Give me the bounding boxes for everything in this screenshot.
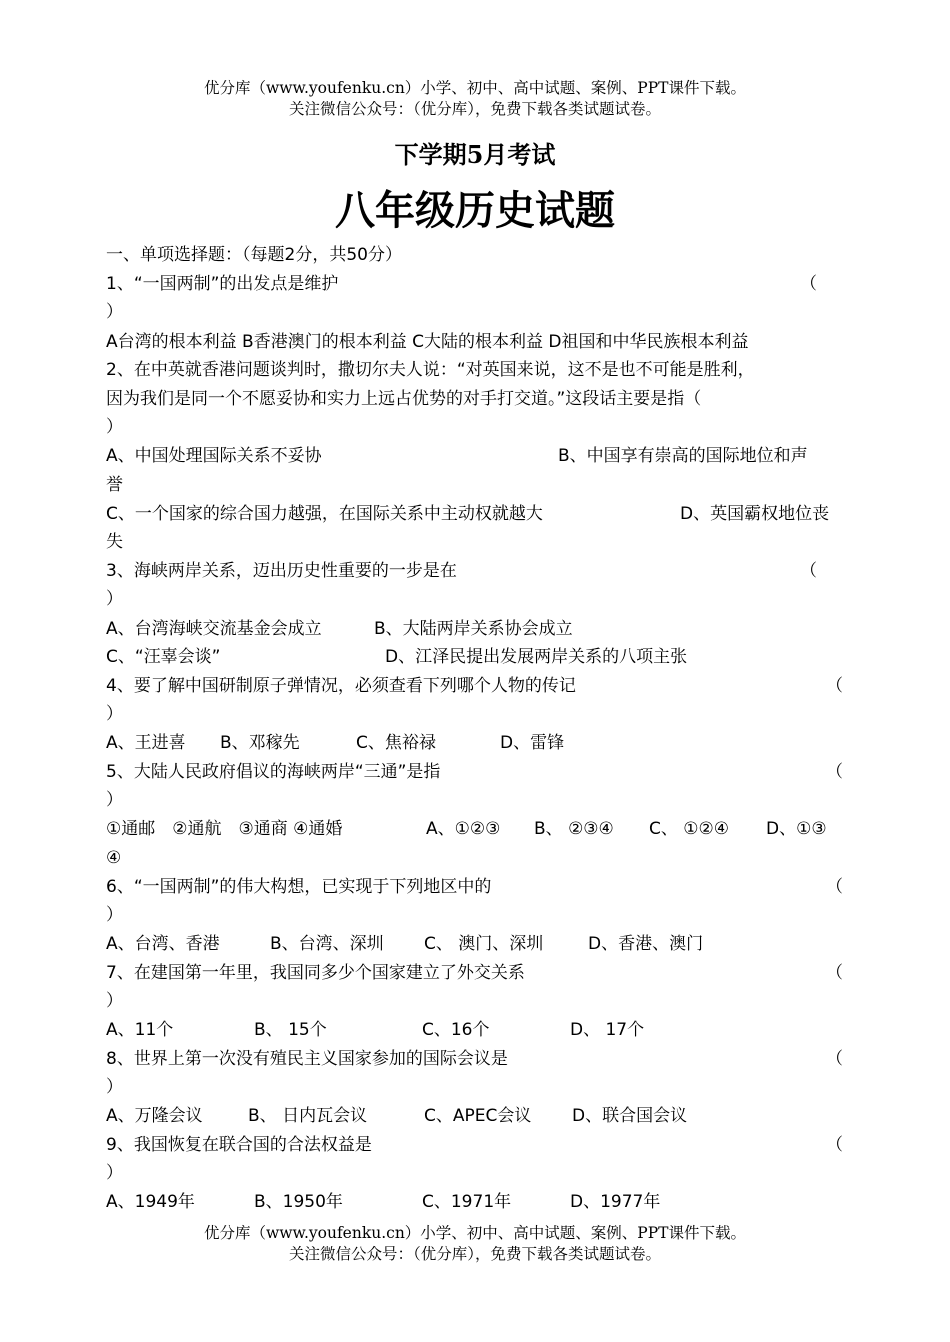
question-3-options-row-1: [106, 615, 848, 644]
question-6-options: [106, 930, 848, 959]
option-d: D、香港、澳门: [588, 934, 704, 954]
header-line-2: 关注微信公众号：（优分库），免费下载各类试题试卷。: [288, 100, 661, 118]
option-a: A、台湾海峡交流基金会成立: [106, 619, 322, 639]
question-2-option-d-wrap: 失: [106, 532, 123, 552]
question-stem-text: 4、要了解中国研制原子弹情况，必须查看下列哪个人物的传记: [106, 676, 576, 696]
option-a: A、台湾、香港: [106, 934, 220, 954]
answer-paren-close-line: [106, 298, 848, 327]
option-d: D、联合国会议: [572, 1106, 688, 1126]
answer-paren-close: ）: [106, 991, 123, 1011]
question-8-options: [106, 1102, 848, 1131]
option-b: B、台湾、深圳: [270, 934, 384, 954]
question-5-options: [106, 815, 848, 844]
section-heading: 一、单项选择题：（每题2分，共50分）: [106, 245, 402, 265]
option-c: C、1971年: [422, 1192, 512, 1212]
question-stem-text: 1、“一国两制”的出发点是维护: [106, 274, 339, 294]
question-2-stem-line-2: 因为我们是同一个不愿妥协和实力上远占优势的对手打交道。”这段话主要是指（: [106, 389, 702, 409]
footer-line-1: 优分库（www.youfenku.cn）小学、初中、高中试题、案例、PPT课件下载。: [203, 1224, 747, 1242]
answer-paren-close: ）: [106, 589, 123, 609]
question-1-stem: [106, 270, 848, 299]
question-3-options-row-2: [106, 643, 848, 672]
option-b: B、大陆两岸关系协会成立: [374, 619, 573, 639]
answer-paren-open: （: [800, 274, 817, 294]
question-2-option-b-wrap: 誉: [106, 475, 123, 495]
option-a: A、1949年: [106, 1192, 195, 1212]
answer-paren-close-line: [106, 786, 848, 815]
question-9-options: [106, 1188, 848, 1217]
answer-paren-close: ）: [106, 704, 123, 724]
option-b: B、 日内瓦会议: [248, 1106, 368, 1126]
answer-paren-close-line: [106, 1073, 848, 1102]
answer-paren-open: （: [826, 762, 843, 782]
question-stem-text: 3、海峡两岸关系，迈出历史性重要的一步是在: [106, 561, 457, 581]
option-c: C、16个: [422, 1020, 490, 1040]
question-5-items: ①通邮 ②通航 ③通商 ④通婚: [106, 819, 343, 839]
question-5-stem: [106, 758, 848, 787]
answer-paren-close-line: [106, 901, 848, 930]
answer-paren-open: （: [826, 1049, 843, 1069]
question-3-stem: [106, 557, 848, 586]
answer-paren-close: ）: [106, 1077, 123, 1097]
question-stem-text: 5、大陆人民政府倡议的海峡两岸“三通”是指: [106, 762, 441, 782]
question-9-stem: [106, 1131, 848, 1160]
answer-paren-close-line: [106, 700, 848, 729]
option-d: D、 17个: [570, 1020, 645, 1040]
answer-paren-open: （: [826, 877, 843, 897]
footer-line-2: 关注微信公众号：（优分库），免费下载各类试题试卷。: [288, 1245, 661, 1263]
option-b: B、 ②③④: [534, 819, 614, 839]
option-d: D、1977年: [570, 1192, 661, 1212]
option-b: B、邓稼先: [220, 733, 300, 753]
question-2-options-row-2: [106, 500, 848, 529]
option-d: D、雷锋: [500, 733, 565, 753]
question-stem-text: 9、我国恢复在联合国的合法权益是: [106, 1135, 372, 1155]
answer-paren-open: （: [800, 561, 817, 581]
answer-paren-close: ）: [106, 905, 123, 925]
option-c: C、一个国家的综合国力越强，在国际关系中主动权就越大: [106, 504, 543, 524]
question-7-stem: [106, 959, 848, 988]
option-b: B、1950年: [254, 1192, 343, 1212]
answer-paren-close-line: [106, 987, 848, 1016]
answer-paren-open: （: [826, 676, 843, 696]
option-a: A、万隆会议: [106, 1106, 203, 1126]
question-2-stem-line-1: 2、在中英就香港问题谈判时，撒切尔夫人说：“对英国来说，这不是也不可能是胜利，: [106, 360, 755, 380]
answer-paren-open: （: [826, 963, 843, 983]
question-stem-text: 8、世界上第一次没有殖民主义国家参加的国际会议是: [106, 1049, 508, 1069]
option-a: A、①②③: [426, 819, 501, 839]
option-a: A、中国处理国际关系不妥协: [106, 446, 322, 466]
answer-paren-close: ）: [106, 302, 123, 322]
option-d: D、英国霸权地位丧: [680, 504, 830, 524]
option-b: B、 15个: [254, 1020, 327, 1040]
option-c: C、 澳门、深圳: [424, 934, 544, 954]
answer-paren-close: ）: [106, 1163, 123, 1183]
exam-title: 八年级历史试题: [335, 187, 615, 234]
question-4-stem: [106, 672, 848, 701]
question-8-stem: [106, 1045, 848, 1074]
exam-subtitle: 下学期5月考试: [394, 140, 556, 169]
option-a: A、王进喜: [106, 733, 186, 753]
question-2-options-row-1: [106, 442, 848, 471]
question-4-options: [106, 729, 848, 758]
answer-paren-close-line: [106, 413, 848, 442]
answer-paren-open: （: [826, 1135, 843, 1155]
answer-paren-close: ）: [106, 417, 123, 437]
option-c: C、焦裕禄: [356, 733, 436, 753]
header-line-1: 优分库（www.youfenku.cn）小学、初中、高中试题、案例、PPT课件下载。: [203, 79, 747, 97]
question-stem-text: 6、“一国两制”的伟大构想，已实现于下列地区中的: [106, 877, 492, 897]
option-d: D、①③: [766, 819, 827, 839]
question-5-option-d-wrap: ④: [106, 848, 122, 868]
question-stem-text: 7、在建国第一年里，我国同多少个国家建立了外交关系: [106, 963, 525, 983]
answer-paren-close: ）: [106, 790, 123, 810]
option-c: C、APEC会议: [424, 1106, 532, 1126]
option-d: D、江泽民提出发展两岸关系的八项主张: [385, 647, 688, 667]
question-7-options: [106, 1016, 848, 1045]
option-b: B、中国享有崇高的国际地位和声: [558, 446, 808, 466]
question-6-stem: [106, 873, 848, 902]
option-c: C、“汪辜会谈”: [106, 647, 221, 667]
question-1-options: A台湾的根本利益 B香港澳门的根本利益 C大陆的根本利益 D祖国和中华民族根本利益: [106, 332, 749, 352]
option-c: C、 ①②④: [649, 819, 729, 839]
option-a: A、11个: [106, 1020, 174, 1040]
answer-paren-close-line: [106, 585, 848, 614]
answer-paren-close-line: [106, 1159, 848, 1188]
